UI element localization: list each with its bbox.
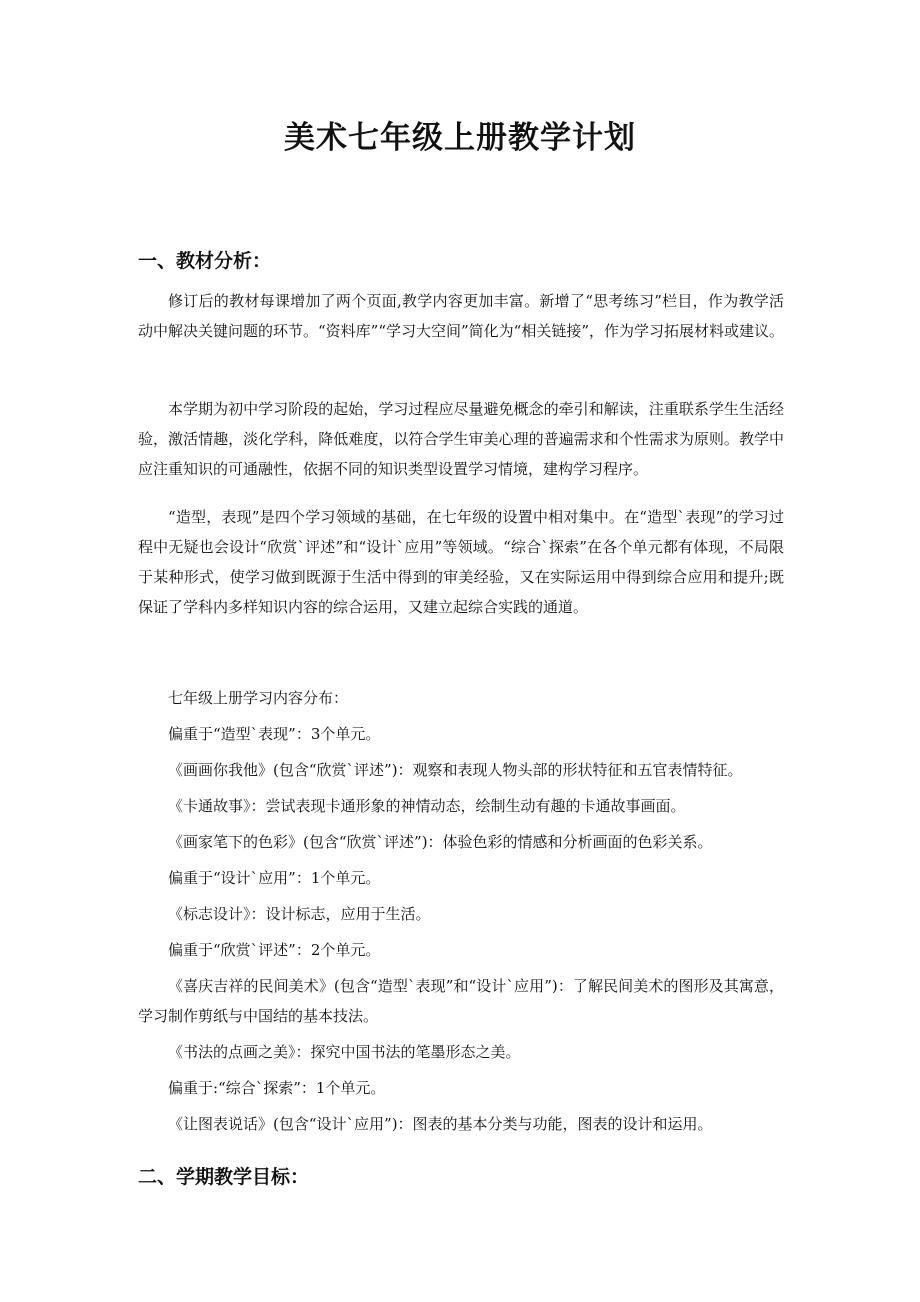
paragraph-text: 本学期为初中学习阶段的起始，学习过程应尽量避免概念的牵引和解读，注重联系学生生活经验，激活情趣，淡化学科，降低难度，以符合学生审美心理的普遍需求和个性需求为原则。教学中应注重知识的可通融性，依据不同的知识类型设置学习情境，建构学习程序。	[138, 400, 784, 478]
list-item: 《标志设计》：设计标志，应用于生活。	[168, 905, 431, 923]
list-item: 《让图表说话》(包含“设计`应用”)：图表的基本分类与功能，图表的设计和运用。	[168, 1115, 713, 1133]
list-item: 偏重于“设计`应用”：1个单元。	[168, 869, 381, 887]
list-item: 《喜庆吉祥的民间美术》(包含“造型`表现”和“设计`应用”)：了解民间美术的图形及其寓意，学习制作剪纸与中国结的基本技法。	[138, 977, 784, 1025]
list-item: 七年级上册学习内容分布：	[168, 689, 349, 707]
list-item: 《书法的点画之美》：探究中国书法的笔墨形态之美。	[168, 1043, 521, 1061]
paragraph	[138, 394, 784, 484]
content-distribution-list	[138, 680, 784, 1142]
list-item: 《卡通故事》：尝试表现卡通形象的神情动态，绘制生动有趣的卡通故事画面。	[168, 797, 686, 815]
list-item: 《画家笔下的色彩》(包含“欣赏`评述”)：体验色彩的情感和分析画面的色彩关系。	[168, 833, 713, 851]
paragraph	[138, 286, 784, 346]
section-heading-textbook-analysis: 一、教材分析：	[138, 250, 272, 272]
list-item: 《画画你我他》(包含“欣赏`评述”)：观察和表现人物头部的形状特征和五官表情特征。	[168, 761, 743, 779]
section-heading-semester-goals: 二、学期教学目标：	[138, 1166, 310, 1188]
paragraph-text: 修订后的教材每课增加了两个页面,教学内容更加丰富。新增了“思考练习”栏目，作为教学活动中解决关键问题的环节。“资料库”“学习大空间”简化为“相关链接”，作为学习拓展材料或建议。	[138, 292, 785, 340]
page-title: 美术七年级上册教学计划	[284, 120, 636, 156]
list-item: 偏重于“欣赏`评述”：2个单元。	[168, 941, 381, 959]
list-item: 偏重于“造型`表现”：3个单元。	[168, 725, 381, 743]
paragraph	[138, 502, 784, 622]
paragraph-text: “造型，表现”是四个学习领域的基础，在七年级的设置中相对集中。在“造型`表现”的学习过程中无疑也会设计“欣赏`评述”和“设计`应用”等领域。“综合`探索”在各个单元都有体现，不局限于某种形式，使学习做到既源于生活中得到的审美经验，又在实际运用中得到综合应用和提升;既保证了学科内多样知识内容的综合运用，又建立起综合实践的通道。	[138, 508, 784, 616]
list-item: 偏重于:“综合`探索”：1个单元。	[168, 1079, 386, 1097]
